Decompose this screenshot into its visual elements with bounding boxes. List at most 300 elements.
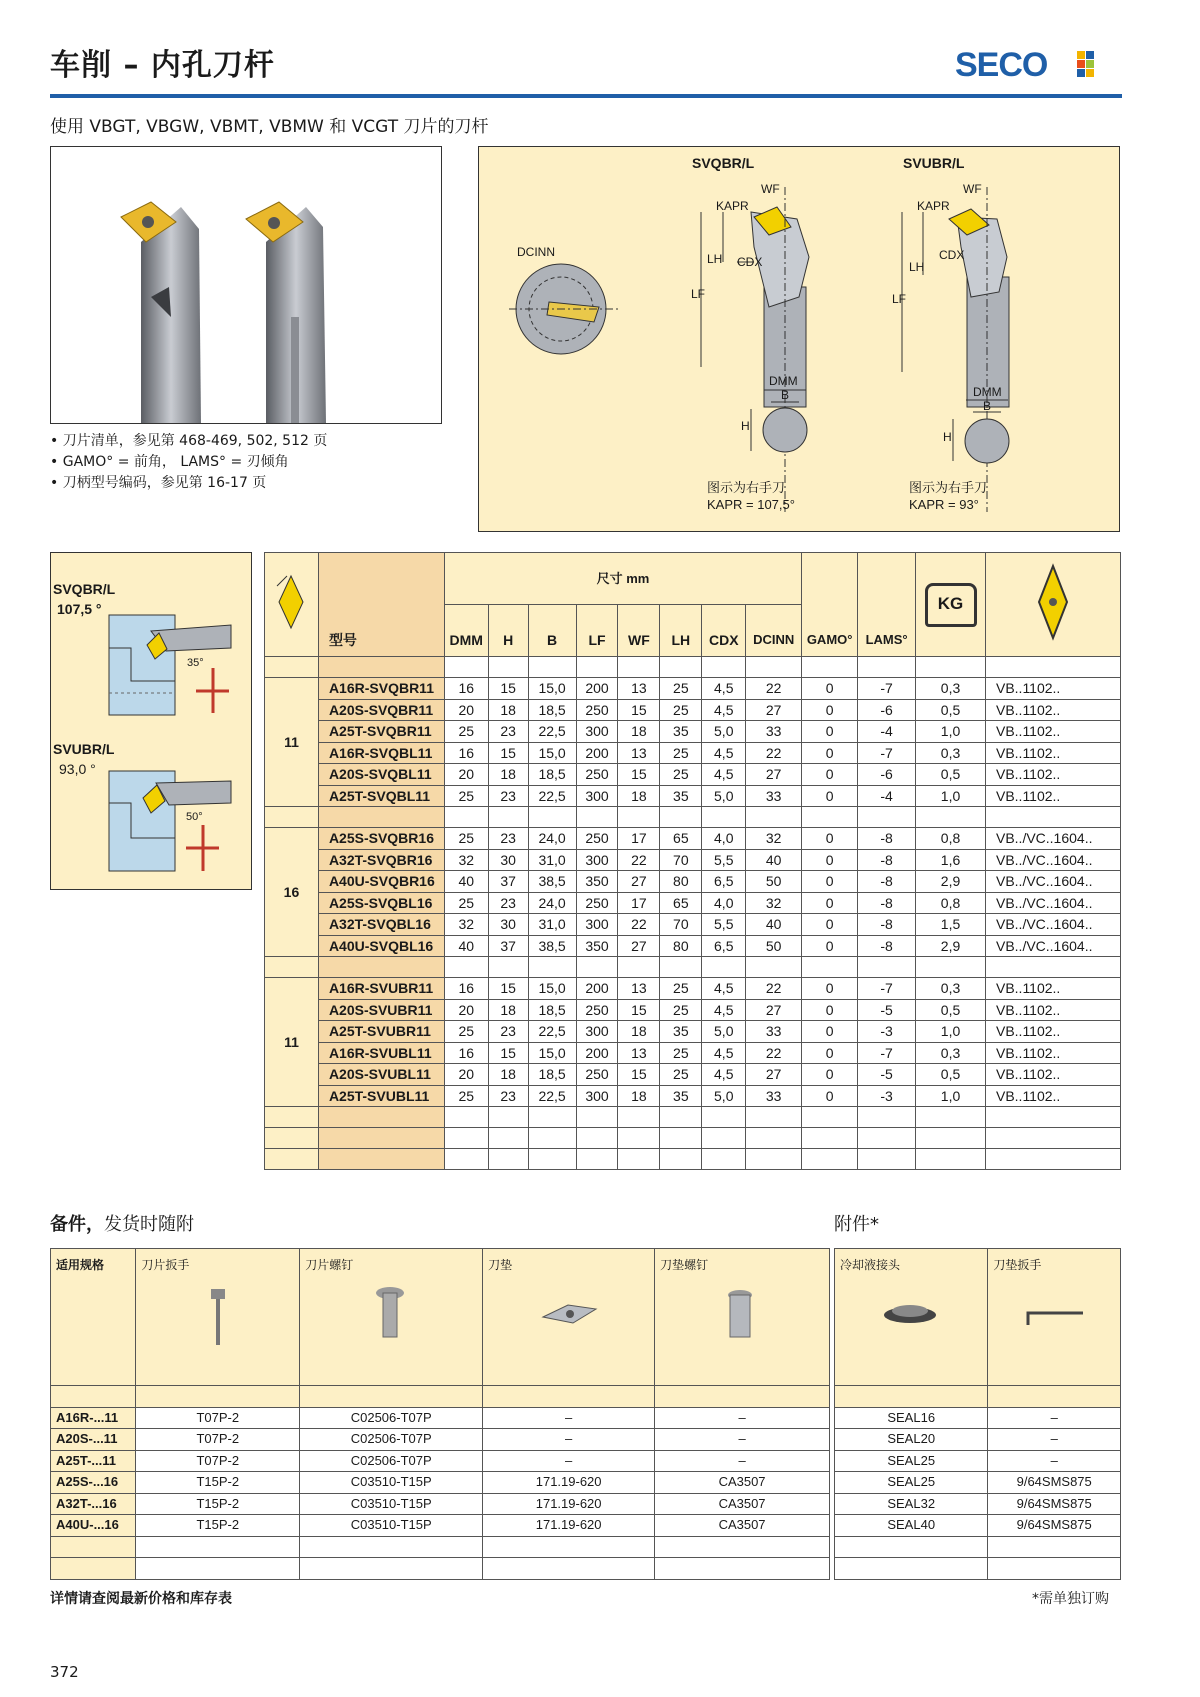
- value-cell: 23: [488, 892, 528, 914]
- model-cell: A20S-SVUBL11: [318, 1064, 444, 1086]
- page-subtitle: 使用 VBGT, VBGW, VBMT, VBMW 和 VCGT 刀片的刀杆: [50, 117, 489, 137]
- part-cell: CA3507: [655, 1472, 830, 1494]
- value-cell: 15: [618, 1064, 660, 1086]
- part-cell: T15P-2: [136, 1515, 300, 1537]
- value-cell: 250: [576, 828, 618, 850]
- value-cell: -6: [858, 764, 916, 786]
- table-row: [51, 1493, 830, 1515]
- value-cell: -5: [858, 1064, 916, 1086]
- value-cell: 32: [746, 828, 802, 850]
- model-header: 型号: [318, 553, 444, 657]
- value-cell: -7: [858, 742, 916, 764]
- value-cell: 18: [618, 721, 660, 743]
- value-cell: 25: [660, 1064, 702, 1086]
- insert-cell: VB..1102..: [985, 978, 1120, 1000]
- value-cell: -8: [858, 871, 916, 893]
- value-cell: 16: [444, 1042, 488, 1064]
- table-row: [51, 1407, 830, 1429]
- insert-size-cell: 11: [265, 678, 319, 807]
- value-cell: 0: [802, 699, 858, 721]
- parts-table: 适用规格 刀片扳手 刀片螺钉 刀垫 刀垫螺钉 A16R-...11 T07P-2 C02506-T07P – – A20S-...11 T07P-2 C02506-T07P – – A25T-...11 T07P-2 C02506-T07P – – A25S-...16 T15P-2 C03510-T15P 171.19-620 CA3507 A32T-...16 T15P-2 C03510-T15P 171.19-620 CA3507 A40U-...16 T15P-2 C03510-T15P 171.19-620 CA3507: [50, 1248, 830, 1580]
- value-cell: 37: [488, 935, 528, 957]
- table-row: [835, 1407, 1121, 1429]
- model-cell: A25T-SVUBL11: [318, 1085, 444, 1107]
- model-cell: A25S-SVQBL16: [318, 892, 444, 914]
- table-row: [265, 1042, 1121, 1064]
- value-cell: 22: [746, 1042, 802, 1064]
- value-cell: 22: [746, 978, 802, 1000]
- model-cell: A20S-SVQBR11: [318, 699, 444, 721]
- table-row: [265, 699, 1121, 721]
- value-cell: -7: [858, 678, 916, 700]
- value-cell: -5: [858, 999, 916, 1021]
- value-cell: 18: [488, 699, 528, 721]
- accessory-cell: SEAL32: [835, 1493, 988, 1515]
- value-cell: 4,0: [702, 892, 746, 914]
- part-cell: C03510-T15P: [300, 1515, 483, 1537]
- value-cell: 18,5: [528, 764, 576, 786]
- value-cell: 38,5: [528, 871, 576, 893]
- model-cell: A16R-SVQBR11: [318, 678, 444, 700]
- value-cell: 250: [576, 892, 618, 914]
- value-cell: 22: [746, 742, 802, 764]
- dimension-diagram: SVQBR/L SVUBR/L WF KAPR LH CDX LF DCINN DMM B H WF KAPR LH CDX LF DMM B H 图示为右手刀 KAPR = 107,5° 图示为右手刀 KAPR = 93°: [478, 146, 1120, 532]
- value-cell: 0: [802, 1085, 858, 1107]
- value-cell: 25: [444, 1085, 488, 1107]
- part-cell: 171.19-620: [483, 1493, 655, 1515]
- page-number: 372: [50, 1663, 79, 1681]
- tool-photo: [50, 146, 442, 424]
- value-cell: 1,0: [916, 721, 986, 743]
- part-cell: –: [483, 1450, 655, 1472]
- value-cell: 20: [444, 764, 488, 786]
- value-cell: -3: [858, 1021, 916, 1043]
- value-cell: 40: [444, 871, 488, 893]
- value-cell: 0,8: [916, 828, 986, 850]
- value-cell: 32: [444, 914, 488, 936]
- part-cell: T07P-2: [136, 1407, 300, 1429]
- header-rule: [50, 94, 1122, 98]
- value-cell: 35: [660, 785, 702, 807]
- insert-cell: VB../VC..1604..: [985, 935, 1120, 957]
- shim-header: 刀垫: [483, 1249, 655, 1386]
- value-cell: 20: [444, 699, 488, 721]
- value-cell: 22: [618, 849, 660, 871]
- value-cell: -7: [858, 978, 916, 1000]
- accessory-cell: 9/64SMS875: [988, 1472, 1121, 1494]
- weight-header: [916, 553, 986, 657]
- spec-cell: A40U-...16: [51, 1515, 136, 1537]
- spec-cell: A32T-...16: [51, 1493, 136, 1515]
- shim-screw-header: 刀垫螺钉: [655, 1249, 830, 1386]
- col-gamo: GAMO°: [802, 553, 858, 657]
- value-cell: 4,5: [702, 1042, 746, 1064]
- value-cell: 32: [444, 849, 488, 871]
- value-cell: 13: [618, 978, 660, 1000]
- accessory-cell: SEAL40: [835, 1515, 988, 1537]
- accessory-cell: –: [988, 1429, 1121, 1451]
- value-cell: 0,5: [916, 764, 986, 786]
- value-cell: 23: [488, 1085, 528, 1107]
- value-cell: 50: [746, 935, 802, 957]
- svqb-title: SVQBR/L: [692, 155, 755, 171]
- bullet-codes: • 刀柄型号编码，参见第 16-17 页: [50, 475, 267, 491]
- value-cell: 40: [444, 935, 488, 957]
- value-cell: 300: [576, 785, 618, 807]
- left-kapr: KAPR = 107,5°: [707, 497, 795, 512]
- table-row: [51, 1429, 830, 1451]
- value-cell: 18,5: [528, 699, 576, 721]
- coolant-connector-header: 冷却液接头: [835, 1249, 988, 1386]
- value-cell: 25: [660, 764, 702, 786]
- page-title: 车削 – 内孔刀杆: [50, 48, 275, 83]
- value-cell: 50: [746, 871, 802, 893]
- value-cell: 0: [802, 978, 858, 1000]
- value-cell: 15,0: [528, 978, 576, 1000]
- value-cell: 5,0: [702, 1085, 746, 1107]
- model-cell: A25S-SVQBR16: [318, 828, 444, 850]
- value-cell: 18,5: [528, 999, 576, 1021]
- value-cell: 300: [576, 849, 618, 871]
- value-cell: 6,5: [702, 871, 746, 893]
- table-row: [265, 978, 1121, 1000]
- table-row: [265, 892, 1121, 914]
- insert-key-header: 刀片扳手: [136, 1249, 300, 1386]
- value-cell: 4,0: [702, 828, 746, 850]
- part-cell: C03510-T15P: [300, 1493, 483, 1515]
- value-cell: 0,5: [916, 699, 986, 721]
- value-cell: 23: [488, 721, 528, 743]
- bullet-inserts: • 刀片清单，参见第 468-469, 502, 512 页: [50, 433, 328, 449]
- value-cell: 4,5: [702, 978, 746, 1000]
- value-cell: 15: [488, 742, 528, 764]
- right-caption: 图示为右手刀: [909, 480, 988, 495]
- value-cell: 0: [802, 764, 858, 786]
- value-cell: 0: [802, 935, 858, 957]
- value-cell: -7: [858, 1042, 916, 1064]
- value-cell: 4,5: [702, 742, 746, 764]
- table-row: [265, 871, 1121, 893]
- value-cell: 27: [746, 999, 802, 1021]
- value-cell: 25: [444, 1021, 488, 1043]
- value-cell: 24,0: [528, 892, 576, 914]
- table-row: [265, 1085, 1121, 1107]
- col-lams: LAMS°: [858, 553, 916, 657]
- insert-cell: VB../VC..1604..: [985, 849, 1120, 871]
- model-cell: A16R-SVUBR11: [318, 978, 444, 1000]
- accessory-cell: 9/64SMS875: [988, 1493, 1121, 1515]
- value-cell: 200: [576, 742, 618, 764]
- value-cell: 350: [576, 871, 618, 893]
- value-cell: 24,0: [528, 828, 576, 850]
- value-cell: 15: [618, 999, 660, 1021]
- value-cell: 13: [618, 678, 660, 700]
- insert-icon: [985, 553, 1120, 657]
- part-cell: 171.19-620: [483, 1515, 655, 1537]
- parts-heading: 备件，发货时随附: [50, 1214, 194, 1235]
- value-cell: 18: [488, 764, 528, 786]
- value-cell: 1,0: [916, 785, 986, 807]
- value-cell: 15: [618, 699, 660, 721]
- value-cell: 80: [660, 935, 702, 957]
- weight-icon: KG: [925, 583, 977, 627]
- value-cell: 38,5: [528, 935, 576, 957]
- table-row: [265, 764, 1121, 786]
- value-cell: 40: [746, 849, 802, 871]
- accessory-cell: SEAL25: [835, 1472, 988, 1494]
- value-cell: 0,3: [916, 978, 986, 1000]
- value-cell: 300: [576, 721, 618, 743]
- value-cell: 22,5: [528, 785, 576, 807]
- insert-cell: VB../VC..1604..: [985, 892, 1120, 914]
- table-row: [265, 678, 1121, 700]
- part-cell: T15P-2: [136, 1493, 300, 1515]
- model-cell: A32T-SVQBR16: [318, 849, 444, 871]
- part-cell: C02506-T07P: [300, 1450, 483, 1472]
- value-cell: 0: [802, 678, 858, 700]
- value-cell: 4,5: [702, 678, 746, 700]
- value-cell: 250: [576, 699, 618, 721]
- value-cell: 15: [618, 764, 660, 786]
- value-cell: 70: [660, 849, 702, 871]
- value-cell: -8: [858, 892, 916, 914]
- value-cell: 25: [444, 892, 488, 914]
- value-cell: -8: [858, 935, 916, 957]
- value-cell: 23: [488, 1021, 528, 1043]
- table-row: [265, 849, 1121, 871]
- value-cell: 33: [746, 1021, 802, 1043]
- value-cell: 22,5: [528, 1085, 576, 1107]
- value-cell: 250: [576, 764, 618, 786]
- value-cell: 18,5: [528, 1064, 576, 1086]
- table-row: [265, 721, 1121, 743]
- table-row: [835, 1450, 1121, 1472]
- table-row: [265, 785, 1121, 807]
- accessory-cell: SEAL20: [835, 1429, 988, 1451]
- bullet-angles: • GAMO° = 前角， LAMS° = 刃倾角: [50, 454, 289, 470]
- table-row: [265, 828, 1121, 850]
- spec-cell: A16R-...11: [51, 1407, 136, 1429]
- value-cell: 4,5: [702, 999, 746, 1021]
- value-cell: 6,5: [702, 935, 746, 957]
- table-row: [835, 1472, 1121, 1494]
- model-cell: A40U-SVQBL16: [318, 935, 444, 957]
- value-cell: 0: [802, 828, 858, 850]
- value-cell: 200: [576, 678, 618, 700]
- value-cell: 0: [802, 1042, 858, 1064]
- accessories-table: [834, 1248, 1121, 1580]
- value-cell: 300: [576, 1021, 618, 1043]
- value-cell: 5,0: [702, 721, 746, 743]
- part-cell: C03510-T15P: [300, 1472, 483, 1494]
- value-cell: 25: [660, 999, 702, 1021]
- value-cell: 37: [488, 871, 528, 893]
- value-cell: 15: [488, 678, 528, 700]
- value-cell: 1,0: [916, 1021, 986, 1043]
- accessory-cell: 9/64SMS875: [988, 1515, 1121, 1537]
- value-cell: 0,8: [916, 892, 986, 914]
- table-row: [265, 1064, 1121, 1086]
- table-row: [51, 1515, 830, 1537]
- value-cell: 0,5: [916, 999, 986, 1021]
- value-cell: 13: [618, 742, 660, 764]
- dims-header: 尺寸 mm: [444, 553, 801, 605]
- value-cell: 0: [802, 1021, 858, 1043]
- value-cell: -8: [858, 828, 916, 850]
- value-cell: 0: [802, 999, 858, 1021]
- value-cell: 2,9: [916, 871, 986, 893]
- right-kapr: KAPR = 93°: [909, 497, 979, 512]
- value-cell: 30: [488, 914, 528, 936]
- value-cell: 40: [746, 914, 802, 936]
- value-cell: 4,5: [702, 764, 746, 786]
- model-cell: A20S-SVUBR11: [318, 999, 444, 1021]
- value-cell: -8: [858, 849, 916, 871]
- part-cell: –: [483, 1429, 655, 1451]
- part-cell: T07P-2: [136, 1450, 300, 1472]
- table-row: [51, 1450, 830, 1472]
- value-cell: 15,0: [528, 678, 576, 700]
- insert-cell: VB..1102..: [985, 764, 1120, 786]
- value-cell: 0,5: [916, 1064, 986, 1086]
- value-cell: 0: [802, 742, 858, 764]
- table-row: [265, 935, 1121, 957]
- value-cell: 300: [576, 1085, 618, 1107]
- approach-angle-panel: SVQBR/L 107,5 ° SVUBR/L 93,0 ° 35° 50°: [50, 552, 252, 890]
- value-cell: 2,9: [916, 935, 986, 957]
- svub-title: SVUBR/L: [903, 155, 965, 171]
- value-cell: 300: [576, 914, 618, 936]
- shim-key-header: 刀垫扳手: [988, 1249, 1121, 1386]
- value-cell: -8: [858, 914, 916, 936]
- model-cell: A16R-SVQBL11: [318, 742, 444, 764]
- value-cell: 17: [618, 892, 660, 914]
- footer-asterisk-note: *需单独订购: [1032, 1591, 1109, 1607]
- value-cell: 0,3: [916, 1042, 986, 1064]
- value-cell: 27: [618, 935, 660, 957]
- value-cell: 0: [802, 849, 858, 871]
- value-cell: 18: [488, 1064, 528, 1086]
- insert-cell: VB..1102..: [985, 1021, 1120, 1043]
- value-cell: 17: [618, 828, 660, 850]
- value-cell: 5,5: [702, 914, 746, 936]
- value-cell: 1,5: [916, 914, 986, 936]
- table-row: [265, 914, 1121, 936]
- table-row: [835, 1429, 1121, 1451]
- logo-text: SECO: [955, 46, 1048, 84]
- value-cell: 18: [488, 999, 528, 1021]
- part-cell: –: [483, 1407, 655, 1429]
- value-cell: 25: [660, 699, 702, 721]
- model-cell: A16R-SVUBL11: [318, 1042, 444, 1064]
- value-cell: 27: [746, 1064, 802, 1086]
- value-cell: 65: [660, 828, 702, 850]
- value-cell: 23: [488, 828, 528, 850]
- value-cell: 16: [444, 978, 488, 1000]
- value-cell: 13: [618, 1042, 660, 1064]
- value-cell: 0: [802, 1064, 858, 1086]
- value-cell: 15: [488, 978, 528, 1000]
- value-cell: 22,5: [528, 721, 576, 743]
- value-cell: 25: [660, 742, 702, 764]
- value-cell: 22: [618, 914, 660, 936]
- spec-cell: A25S-...16: [51, 1472, 136, 1494]
- value-cell: 25: [660, 678, 702, 700]
- value-cell: 200: [576, 978, 618, 1000]
- part-cell: CA3507: [655, 1493, 830, 1515]
- seco-logo: [955, 45, 1120, 85]
- insert-cell: VB..1102..: [985, 1064, 1120, 1086]
- value-cell: 27: [746, 764, 802, 786]
- value-cell: 0: [802, 721, 858, 743]
- table-row: [265, 742, 1121, 764]
- value-cell: 16: [444, 742, 488, 764]
- value-cell: -4: [858, 721, 916, 743]
- table-row: [835, 1515, 1121, 1537]
- table-row: [51, 1472, 830, 1494]
- value-cell: 15,0: [528, 742, 576, 764]
- left-caption: 图示为右手刀: [707, 480, 786, 495]
- value-cell: 1,0: [916, 1085, 986, 1107]
- value-cell: 22: [746, 678, 802, 700]
- insert-cell: VB..1102..: [985, 1042, 1120, 1064]
- insert-cell: VB../VC..1604..: [985, 914, 1120, 936]
- part-cell: C02506-T07P: [300, 1429, 483, 1451]
- value-cell: 0: [802, 914, 858, 936]
- value-cell: 350: [576, 935, 618, 957]
- part-cell: T15P-2: [136, 1472, 300, 1494]
- value-cell: 200: [576, 1042, 618, 1064]
- insert-screw-header: 刀片螺钉: [300, 1249, 483, 1386]
- part-cell: T07P-2: [136, 1429, 300, 1451]
- accessories-heading: 附件*: [834, 1214, 879, 1235]
- value-cell: 25: [660, 1042, 702, 1064]
- value-cell: 23: [488, 785, 528, 807]
- table-row: [265, 999, 1121, 1021]
- accessory-cell: SEAL25: [835, 1450, 988, 1472]
- insert-cell: VB../VC..1604..: [985, 828, 1120, 850]
- value-cell: 32: [746, 892, 802, 914]
- value-cell: 5,5: [702, 849, 746, 871]
- footer-note: 详情请查阅最新价格和库存表: [50, 1591, 232, 1607]
- value-cell: -3: [858, 1085, 916, 1107]
- part-cell: CA3507: [655, 1515, 830, 1537]
- value-cell: 25: [660, 978, 702, 1000]
- insert-cell: VB..1102..: [985, 785, 1120, 807]
- value-cell: 33: [746, 1085, 802, 1107]
- value-cell: 16: [444, 678, 488, 700]
- value-cell: 250: [576, 1064, 618, 1086]
- value-cell: 20: [444, 1064, 488, 1086]
- insert-cell: VB../VC..1604..: [985, 871, 1120, 893]
- insert-size-cell: 16: [265, 828, 319, 957]
- model-cell: A40U-SVQBR16: [318, 871, 444, 893]
- value-cell: 0: [802, 871, 858, 893]
- part-cell: 171.19-620: [483, 1472, 655, 1494]
- value-cell: 1,6: [916, 849, 986, 871]
- accessory-cell: –: [988, 1450, 1121, 1472]
- value-cell: 31,0: [528, 914, 576, 936]
- model-cell: A20S-SVQBL11: [318, 764, 444, 786]
- value-cell: 70: [660, 914, 702, 936]
- holder-table: 型号 尺寸 mm GAMO° LAMS° KG DMM H B LF WF LH CDX DCINN 11 A16R-SVQBR11 16 15 15,0 200 13 25 4,5 22 0 -7 0,3 VB..1102.. A20S-SVQBR11 20 18 18,5 250 15 25 4,5 27 0 -6 0,5 VB..1102.. A25T-SVQBR11 25 23 22,5 300 18 35 5,0 33 0 -4 1,0 VB..1102.. A16R-SVQBL11 16 15 15,0 200 13 25 4,5 22 0 -7 0,3 VB..1102.. A20S-SVQBL11 20 18 18,5 250 15 25 4,5 27 0 -6 0,5 VB..1102.. A25T-SVQBL11 25 23 22,5 300 18 35 5,0 33 0 -4 1,0 VB..1102.. 16 A25S-SVQBR16 25 23 24,0 250 17 65 4,0 32 0 -8 0,8 VB../VC..1604.. A32T-SVQBR16 32 30 31,0 300 22 70 5,5 40 0 -8 1,6 VB../VC..1604.. A40U-SVQBR16 40 37 38,5 350 27 80 6,5 50 0 -8 2,9 VB../VC..1604.. A25S-SVQBL16 25 23 24,0 250 17 65 4,0 32 0 -8 0,8 VB../VC..1604.. A32T-SVQBL16 32 30 31,0 300 22 70 5,5 40 0 -8 1,5 VB../VC..1604.. A40U-SVQBL16 40 37 38,5 350 27 80 6,5 50 0 -8 2,9 VB../VC..1604.. 11 A16R-SVUBR11 16 15 15,0 200 13 25 4,5 22 0 -7 0,3 VB..1102.. A20S-SVUBR11 20 18 18,5 250 15 25 4,5 27 0 -5 0,5 VB..1102.. A25T-SVUBR11 25 23 22,5 300 18 35 5,0 33 0 -3 1,0 VB..1102.. A16R-SVUBL11 16 15 15,0 200 13 25 4,5 22 0 -7 0,3 VB..1102.. A20S-SVUBL11 20 18 18,5 250 15 25 4,5 27 0 -5 0,5 VB..1102.. A25T-SVUBL11 25 23 22,5 300 18 35 5,0 33 0 -3 1,0 VB..1102..: [264, 552, 1121, 1170]
- part-cell: –: [655, 1407, 830, 1429]
- value-cell: -6: [858, 699, 916, 721]
- value-cell: 0: [802, 892, 858, 914]
- part-cell: C02506-T07P: [300, 1407, 483, 1429]
- value-cell: 25: [444, 721, 488, 743]
- value-cell: 15,0: [528, 1042, 576, 1064]
